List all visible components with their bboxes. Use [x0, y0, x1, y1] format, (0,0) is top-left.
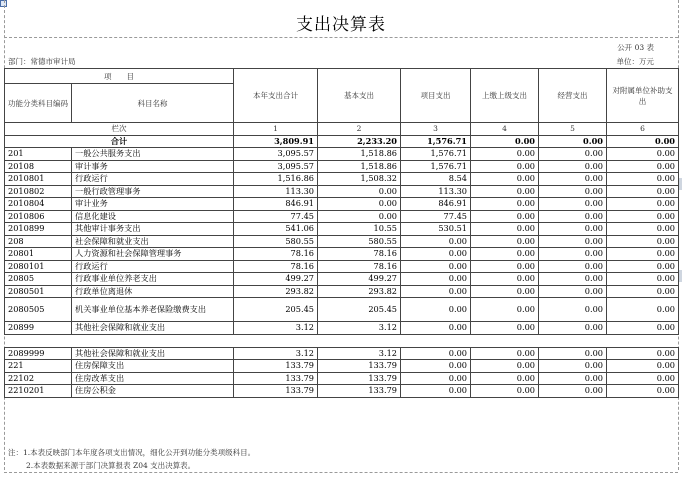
row-value: 1,576.71: [401, 160, 471, 173]
row-value: 0.00: [607, 185, 679, 198]
row-value: 0.00: [607, 148, 679, 161]
note-2: 2.本表数据来源于部门决算报表 Z04 支出决算表。: [26, 461, 196, 470]
row-value: 3.12: [318, 347, 401, 360]
table-row: [5, 260, 679, 273]
row-name: 其他社会保障和就业支出: [72, 347, 234, 360]
row-code: 20108: [5, 160, 72, 173]
row-value: 530.51: [401, 223, 471, 236]
table-row: [5, 248, 679, 261]
row-code: 208: [5, 235, 72, 248]
row-value: 0.00: [539, 285, 607, 298]
row-code: 2080501: [5, 285, 72, 298]
row-value: 0.00: [607, 273, 679, 286]
row-value: 0.00: [471, 285, 539, 298]
row-code: 2010802: [5, 185, 72, 198]
row-value: 1,516.86: [234, 173, 318, 186]
row-value: 0.00: [471, 372, 539, 385]
page-break: [5, 334, 679, 347]
row-value: 77.45: [401, 210, 471, 223]
row-value: 0.00: [539, 210, 607, 223]
row-value: 133.79: [318, 360, 401, 373]
row-value: 846.91: [401, 198, 471, 211]
row-value: 0.00: [539, 322, 607, 335]
row-value: 0.00: [401, 360, 471, 373]
row-name: 住房保障支出: [72, 360, 234, 373]
row-value: 0.00: [471, 273, 539, 286]
row-value: 0.00: [318, 185, 401, 198]
row-value: 0.00: [471, 248, 539, 261]
row-value: 0.00: [539, 298, 607, 322]
row-value: 78.16: [234, 260, 318, 273]
row-value: 0.00: [607, 298, 679, 322]
row-value: 293.82: [234, 285, 318, 298]
department-label: 部门：常德市审计局: [8, 57, 76, 66]
row-value: 133.79: [234, 360, 318, 373]
row-value: 0.00: [401, 273, 471, 286]
row-name: 审计事务: [72, 160, 234, 173]
page-guide-bottom: [4, 472, 678, 473]
row-value: 0.00: [607, 173, 679, 186]
row-value: 1,518.86: [318, 160, 401, 173]
row-name: 社会保障和就业支出: [72, 235, 234, 248]
row-name: 人力资源和社会保障管理事务: [72, 248, 234, 261]
table-row: [5, 160, 679, 173]
header-col-3: 项目支出: [401, 69, 471, 123]
header-col-1: 本年支出合计: [234, 69, 318, 123]
row-value: 1,576.71: [401, 148, 471, 161]
row-value: 10.55: [318, 223, 401, 236]
row-value: 78.16: [318, 260, 401, 273]
header-col-4: 上缴上级支出: [471, 69, 539, 123]
row-value: 0.00: [539, 372, 607, 385]
row-value: 0.00: [471, 185, 539, 198]
row-value: 846.91: [234, 198, 318, 211]
row-value: 0.00: [401, 285, 471, 298]
row-value: 0.00: [607, 198, 679, 211]
total-value: 1,576.71: [401, 135, 471, 148]
row-value: 3.12: [234, 347, 318, 360]
total-value: 2,233.20: [318, 135, 401, 148]
column-label: 栏次: [5, 123, 234, 136]
row-value: 499.27: [318, 273, 401, 286]
row-value: 0.00: [539, 235, 607, 248]
row-value: 580.55: [234, 235, 318, 248]
row-value: 0.00: [607, 285, 679, 298]
row-name: 审计业务: [72, 198, 234, 211]
row-value: 3.12: [234, 322, 318, 335]
row-value: 1,508.32: [318, 173, 401, 186]
row-value: 113.30: [234, 185, 318, 198]
row-value: 0.00: [539, 198, 607, 211]
row-value: 0.00: [607, 260, 679, 273]
row-value: 0.00: [607, 210, 679, 223]
table-row: [5, 185, 679, 198]
row-name: 行政事业单位养老支出: [72, 273, 234, 286]
total-label: 合计: [5, 135, 234, 148]
table-row: [5, 223, 679, 236]
row-value: 0.00: [539, 160, 607, 173]
row-name: 其他社会保障和就业支出: [72, 322, 234, 335]
row-value: 205.45: [234, 298, 318, 322]
row-value: 0.00: [539, 360, 607, 373]
row-value: 0.00: [607, 347, 679, 360]
header-project: 项 目: [5, 69, 234, 84]
header-col-6: 对附属单位补助支出: [607, 69, 679, 123]
column-number: 4: [471, 123, 539, 136]
row-value: 0.00: [539, 148, 607, 161]
row-value: 113.30: [401, 185, 471, 198]
row-name: 其他审计事务支出: [72, 223, 234, 236]
row-value: 0.00: [401, 385, 471, 398]
row-value: 3.12: [318, 322, 401, 335]
table-row: [5, 322, 679, 335]
row-value: 0.00: [471, 223, 539, 236]
row-code: 2010804: [5, 198, 72, 211]
row-value: 0.00: [471, 298, 539, 322]
row-value: 78.16: [318, 248, 401, 261]
row-value: 0.00: [401, 235, 471, 248]
row-value: 3,095.57: [234, 148, 318, 161]
row-value: 1,518.86: [318, 148, 401, 161]
table-row: [5, 148, 679, 161]
row-value: 133.79: [318, 385, 401, 398]
form-number: 公开 03 表: [617, 43, 654, 52]
row-value: 8.54: [401, 173, 471, 186]
total-value: 0.00: [471, 135, 539, 148]
header-col-5: 经营支出: [539, 69, 607, 123]
table-row: [5, 235, 679, 248]
row-value: 0.00: [539, 185, 607, 198]
row-value: 0.00: [471, 347, 539, 360]
row-value: 0.00: [471, 260, 539, 273]
expenditure-table: [4, 68, 679, 398]
row-value: 0.00: [607, 160, 679, 173]
table-row: [5, 385, 679, 398]
row-name: 行政运行: [72, 260, 234, 273]
row-name: 行政运行: [72, 173, 234, 186]
row-value: 0.00: [607, 360, 679, 373]
header-func-code: 功能分类科目编码: [5, 84, 72, 123]
row-code: 2010801: [5, 173, 72, 186]
row-value: 0.00: [471, 385, 539, 398]
row-value: 133.79: [318, 372, 401, 385]
row-value: 0.00: [471, 148, 539, 161]
row-value: 0.00: [401, 372, 471, 385]
page-guide-top: [4, 37, 678, 38]
row-value: 77.45: [234, 210, 318, 223]
row-value: 541.06: [234, 223, 318, 236]
row-code: 20801: [5, 248, 72, 261]
row-value: 0.00: [539, 273, 607, 286]
page-title: 支出决算表: [296, 15, 386, 35]
row-name: 住房改革支出: [72, 372, 234, 385]
row-value: 0.00: [471, 160, 539, 173]
page-break-row: [5, 334, 679, 347]
column-number: 6: [607, 123, 679, 136]
table-row: [5, 298, 679, 322]
total-row: [5, 135, 679, 148]
row-code: 22102: [5, 372, 72, 385]
note-1: 注：1.本表反映部门本年度各项支出情况，细化公开到功能分类项级科目。: [8, 448, 256, 457]
row-value: 499.27: [234, 273, 318, 286]
row-value: 0.00: [471, 322, 539, 335]
table-row: [5, 285, 679, 298]
row-value: 0.00: [607, 385, 679, 398]
row-value: 0.00: [318, 210, 401, 223]
table-row: [5, 347, 679, 360]
row-code: 201: [5, 148, 72, 161]
row-value: 0.00: [539, 173, 607, 186]
table-row: [5, 372, 679, 385]
table-row: [5, 273, 679, 286]
column-number: 3: [401, 123, 471, 136]
row-value: 0.00: [539, 248, 607, 261]
row-value: 0.00: [471, 210, 539, 223]
row-value: 3,095.57: [234, 160, 318, 173]
row-name: 机关事业单位基本养老保险缴费支出: [72, 298, 234, 322]
total-value: 0.00: [607, 135, 679, 148]
row-code: 2210201: [5, 385, 72, 398]
table-row: [5, 210, 679, 223]
row-value: 133.79: [234, 372, 318, 385]
column-number: 2: [318, 123, 401, 136]
row-value: 0.00: [318, 198, 401, 211]
row-value: 0.00: [539, 223, 607, 236]
row-value: 0.00: [471, 173, 539, 186]
table-row: [5, 198, 679, 211]
row-code: 2010806: [5, 210, 72, 223]
row-code: 2080101: [5, 260, 72, 273]
row-value: 0.00: [607, 372, 679, 385]
row-value: 78.16: [234, 248, 318, 261]
row-name: 住房公积金: [72, 385, 234, 398]
row-value: 0.00: [607, 223, 679, 236]
row-value: 0.00: [401, 298, 471, 322]
row-value: 0.00: [607, 322, 679, 335]
row-code: 221: [5, 360, 72, 373]
row-value: 0.00: [539, 385, 607, 398]
row-code: 20805: [5, 273, 72, 286]
row-name: 信息化建设: [72, 210, 234, 223]
row-value: 0.00: [607, 248, 679, 261]
row-value: 0.00: [401, 347, 471, 360]
row-code: 2089999: [5, 347, 72, 360]
row-value: 293.82: [318, 285, 401, 298]
column-number: 1: [234, 123, 318, 136]
row-value: 580.55: [318, 235, 401, 248]
row-value: 0.00: [471, 235, 539, 248]
row-value: 0.00: [401, 248, 471, 261]
column-number: 5: [539, 123, 607, 136]
row-name: 一般公共服务支出: [72, 148, 234, 161]
row-code: 20899: [5, 322, 72, 335]
row-name: 行政单位离退休: [72, 285, 234, 298]
row-code: 2080505: [5, 298, 72, 322]
unit-label: 单位：万元: [616, 57, 654, 66]
row-value: 133.79: [234, 385, 318, 398]
row-name: 一般行政管理事务: [72, 185, 234, 198]
total-value: 0.00: [539, 135, 607, 148]
header-col-2: 基本支出: [318, 69, 401, 123]
header-subject-name: 科目名称: [72, 84, 234, 123]
table-row: [5, 360, 679, 373]
row-value: 0.00: [401, 260, 471, 273]
total-value: 3,809.91: [234, 135, 318, 148]
table-row: [5, 173, 679, 186]
row-value: 0.00: [539, 260, 607, 273]
row-value: 0.00: [607, 235, 679, 248]
row-value: 0.00: [471, 198, 539, 211]
column-number-row: [5, 123, 679, 136]
row-code: 2010899: [5, 223, 72, 236]
row-value: 205.45: [318, 298, 401, 322]
header-row: [5, 69, 679, 84]
row-value: 0.00: [539, 347, 607, 360]
row-value: 0.00: [471, 360, 539, 373]
row-value: 0.00: [401, 322, 471, 335]
